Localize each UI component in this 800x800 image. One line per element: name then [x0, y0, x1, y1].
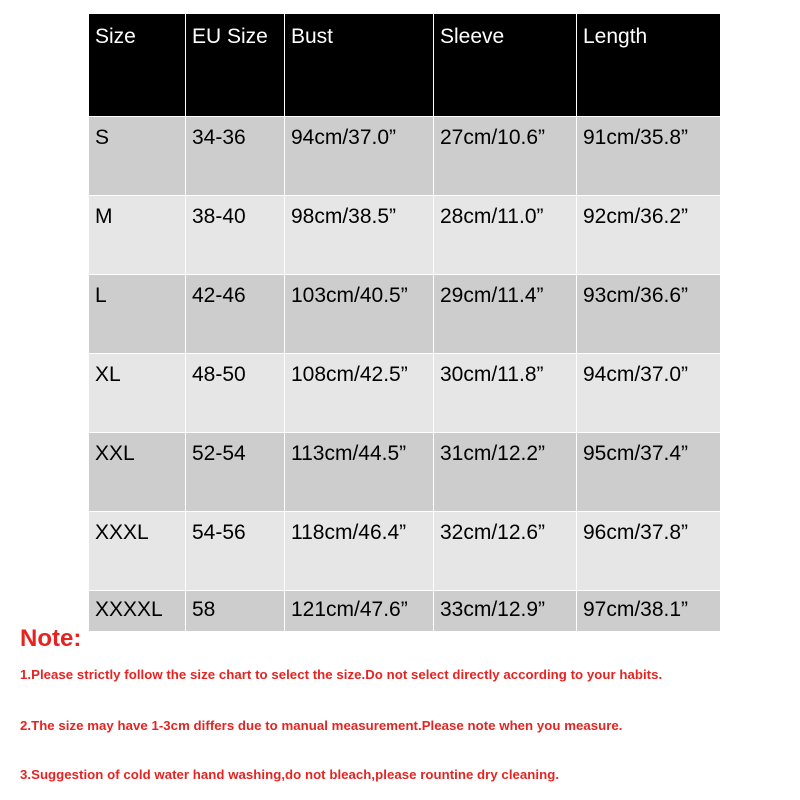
cell-bust: 118cm/46.4” — [285, 512, 434, 591]
cell-size: M — [89, 196, 186, 275]
table-row — [89, 433, 721, 512]
cell-length: 97cm/38.1” — [577, 591, 721, 632]
header-bust: Bust — [285, 14, 434, 117]
cell-eu-size: 54-56 — [186, 512, 285, 591]
cell-eu-size: 48-50 — [186, 354, 285, 433]
cell-length: 95cm/37.4” — [577, 433, 721, 512]
cell-length: 93cm/36.6” — [577, 275, 721, 354]
cell-bust: 108cm/42.5” — [285, 354, 434, 433]
cell-bust: 121cm/47.6” — [285, 591, 434, 632]
cell-eu-size: 42-46 — [186, 275, 285, 354]
table-row — [89, 512, 721, 591]
cell-bust: 94cm/37.0” — [285, 117, 434, 196]
cell-size: L — [89, 275, 186, 354]
cell-sleeve: 29cm/11.4” — [434, 275, 577, 354]
table-header-row — [89, 14, 721, 117]
cell-length: 91cm/35.8” — [577, 117, 721, 196]
cell-size: XXXL — [89, 512, 186, 591]
cell-eu-size: 34-36 — [186, 117, 285, 196]
cell-length: 92cm/36.2” — [577, 196, 721, 275]
note-title: Note: — [20, 625, 82, 652]
cell-bust: 103cm/40.5” — [285, 275, 434, 354]
note-line-1: 1.Please strictly follow the size chart to select the size.Do not select directly according to your habits. — [20, 667, 663, 682]
table-row — [89, 354, 721, 433]
cell-bust: 113cm/44.5” — [285, 433, 434, 512]
note-line-2: 2.The size may have 1-3cm differs due to manual measurement.Please note when you measure. — [20, 718, 623, 733]
cell-sleeve: 30cm/11.8” — [434, 354, 577, 433]
note-section — [20, 625, 800, 782]
size-chart-table — [88, 13, 721, 632]
cell-sleeve: 33cm/12.9” — [434, 591, 577, 632]
cell-eu-size: 52-54 — [186, 433, 285, 512]
cell-size: XL — [89, 354, 186, 433]
cell-size: XXL — [89, 433, 186, 512]
cell-sleeve: 32cm/12.6” — [434, 512, 577, 591]
cell-sleeve: 31cm/12.2” — [434, 433, 577, 512]
cell-size: S — [89, 117, 186, 196]
table-row — [89, 117, 721, 196]
header-sleeve: Sleeve — [434, 14, 577, 117]
header-eu-size: EU Size — [186, 14, 285, 117]
cell-bust: 98cm/38.5” — [285, 196, 434, 275]
table-row — [89, 275, 721, 354]
cell-sleeve: 27cm/10.6” — [434, 117, 577, 196]
cell-length: 94cm/37.0” — [577, 354, 721, 433]
header-size: Size — [89, 14, 186, 117]
cell-sleeve: 28cm/11.0” — [434, 196, 577, 275]
cell-size: XXXXL — [89, 591, 186, 632]
cell-eu-size: 58 — [186, 591, 285, 632]
header-length: Length — [577, 14, 721, 117]
table-row — [89, 196, 721, 275]
cell-eu-size: 38-40 — [186, 196, 285, 275]
note-line-3: 3.Suggestion of cold water hand washing,do not bleach,please rountine dry cleaning. — [20, 767, 560, 782]
cell-length: 96cm/37.8” — [577, 512, 721, 591]
